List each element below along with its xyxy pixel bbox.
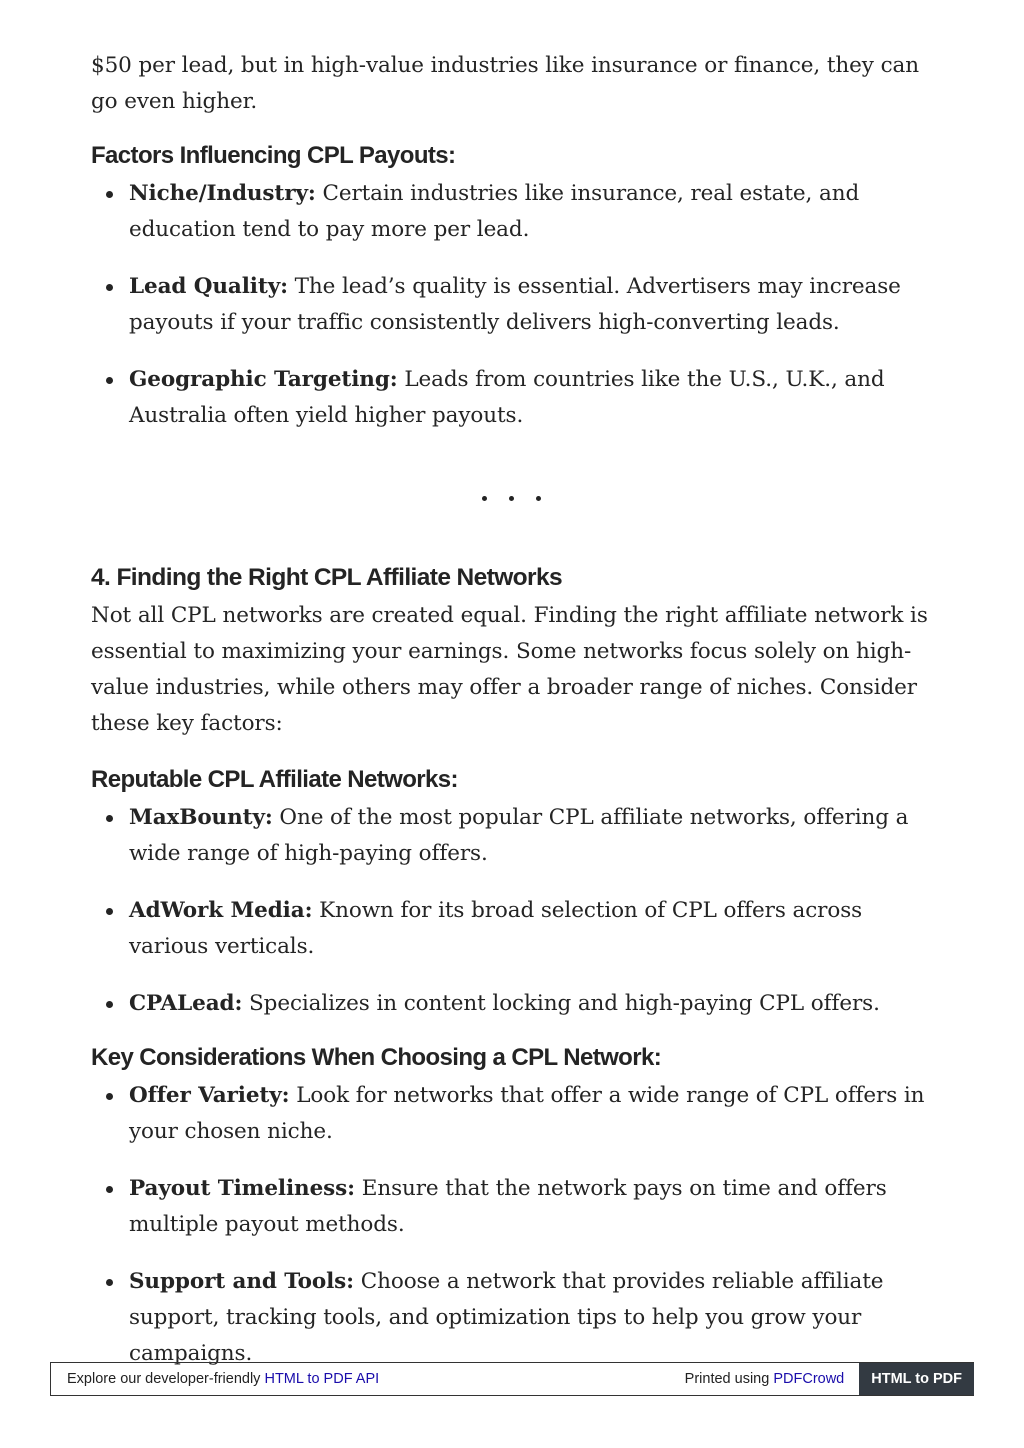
list-item-term: Lead Quality: (129, 274, 288, 299)
section-4-heading: 4. Finding the Right CPL Affiliate Networks (91, 564, 563, 591)
bullet-icon (106, 284, 113, 291)
section-separator (91, 488, 931, 508)
list-item (91, 362, 931, 434)
separator-dot (536, 496, 541, 501)
bullet-icon (106, 1186, 113, 1193)
list-item (91, 1171, 931, 1243)
list-item-text: Specializes in content locking and high-paying CPL offers. (242, 991, 880, 1016)
list-item (91, 1264, 931, 1372)
list-item (91, 893, 931, 965)
html-to-pdf-api-link[interactable]: HTML to PDF API (264, 1371, 380, 1387)
list-item (91, 1078, 931, 1150)
footer-printed-text: Printed using (684, 1371, 774, 1387)
reputable-networks-heading: Reputable CPL Affiliate Networks: (91, 766, 458, 793)
list-item-term: Niche/Industry: (129, 181, 316, 206)
list-item-text: Ensure that the network pays on time and offers multiple payout methods. (129, 1176, 887, 1237)
list-item (91, 269, 931, 341)
intro-paragraph: $50 per lead, but in high-value industries like insurance or finance, they can go even higher. (91, 53, 919, 114)
list-item-text: One of the most popular CPL affiliate networks, offering a wide range of high-paying offers. (129, 805, 909, 866)
bullet-icon (106, 377, 113, 384)
bullet-icon (106, 815, 113, 822)
list-item-text: The lead’s quality is essential. Advertisers may increase payouts if your traffic consistently delivers high-converting leads. (129, 274, 901, 335)
footer-promo (51, 1371, 685, 1387)
bullet-icon (106, 1279, 113, 1286)
bullet-icon (106, 908, 113, 915)
footer-promo-text: Explore our developer-friendly (67, 1371, 265, 1387)
pdfcrowd-footer-banner (50, 1362, 974, 1396)
list-item-term: Geographic Targeting: (129, 367, 398, 392)
considerations-heading: Key Considerations When Choosing a CPL Network: (91, 1044, 662, 1071)
html-to-pdf-badge[interactable]: HTML to PDF (859, 1363, 974, 1395)
list-item (91, 986, 931, 1022)
separator-dot (482, 496, 487, 501)
list-item-term: Support and Tools: (129, 1269, 355, 1294)
separator-dot (509, 496, 514, 501)
list-item-term: Offer Variety: (129, 1083, 290, 1108)
article-body (91, 48, 931, 1372)
list-item-text: Choose a network that provides reliable affiliate support, tracking tools, and optimization tips to help you grow your campaigns. (129, 1269, 884, 1366)
bullet-icon (106, 1093, 113, 1100)
factors-list (91, 176, 931, 434)
list-item-term: Payout Timeliness: (129, 1176, 355, 1201)
list-item-term: AdWork Media: (129, 898, 313, 923)
list-item-term: CPALead: (129, 991, 243, 1016)
section-4-paragraph: Not all CPL networks are created equal. Finding the right affiliate network is essential to maximizing your earnings. Some networks focus solely on high-value industries, while others may offer a broader range of niches. Consider these key factors: (91, 603, 928, 736)
list-item-text: Look for networks that offer a wide range of CPL offers in your chosen niche. (129, 1083, 925, 1144)
list-item (91, 800, 931, 872)
footer-printed-using (685, 1371, 860, 1387)
list-item-term: MaxBounty: (129, 805, 273, 830)
bullet-icon (106, 1001, 113, 1008)
list-item-text: Leads from countries like the U.S., U.K., and Australia often yield higher payouts. (129, 367, 885, 428)
bullet-icon (106, 191, 113, 198)
list-item-text: Known for its broad selection of CPL offers across various verticals. (129, 898, 863, 959)
list-item (91, 176, 931, 248)
pdfcrowd-link[interactable]: PDFCrowd (773, 1371, 845, 1387)
list-item-text: Certain industries like insurance, real estate, and education tend to pay more per lead. (129, 181, 860, 242)
considerations-list (91, 1078, 931, 1372)
reputable-networks-list (91, 800, 931, 1022)
factors-heading: Factors Influencing CPL Payouts: (91, 142, 456, 169)
